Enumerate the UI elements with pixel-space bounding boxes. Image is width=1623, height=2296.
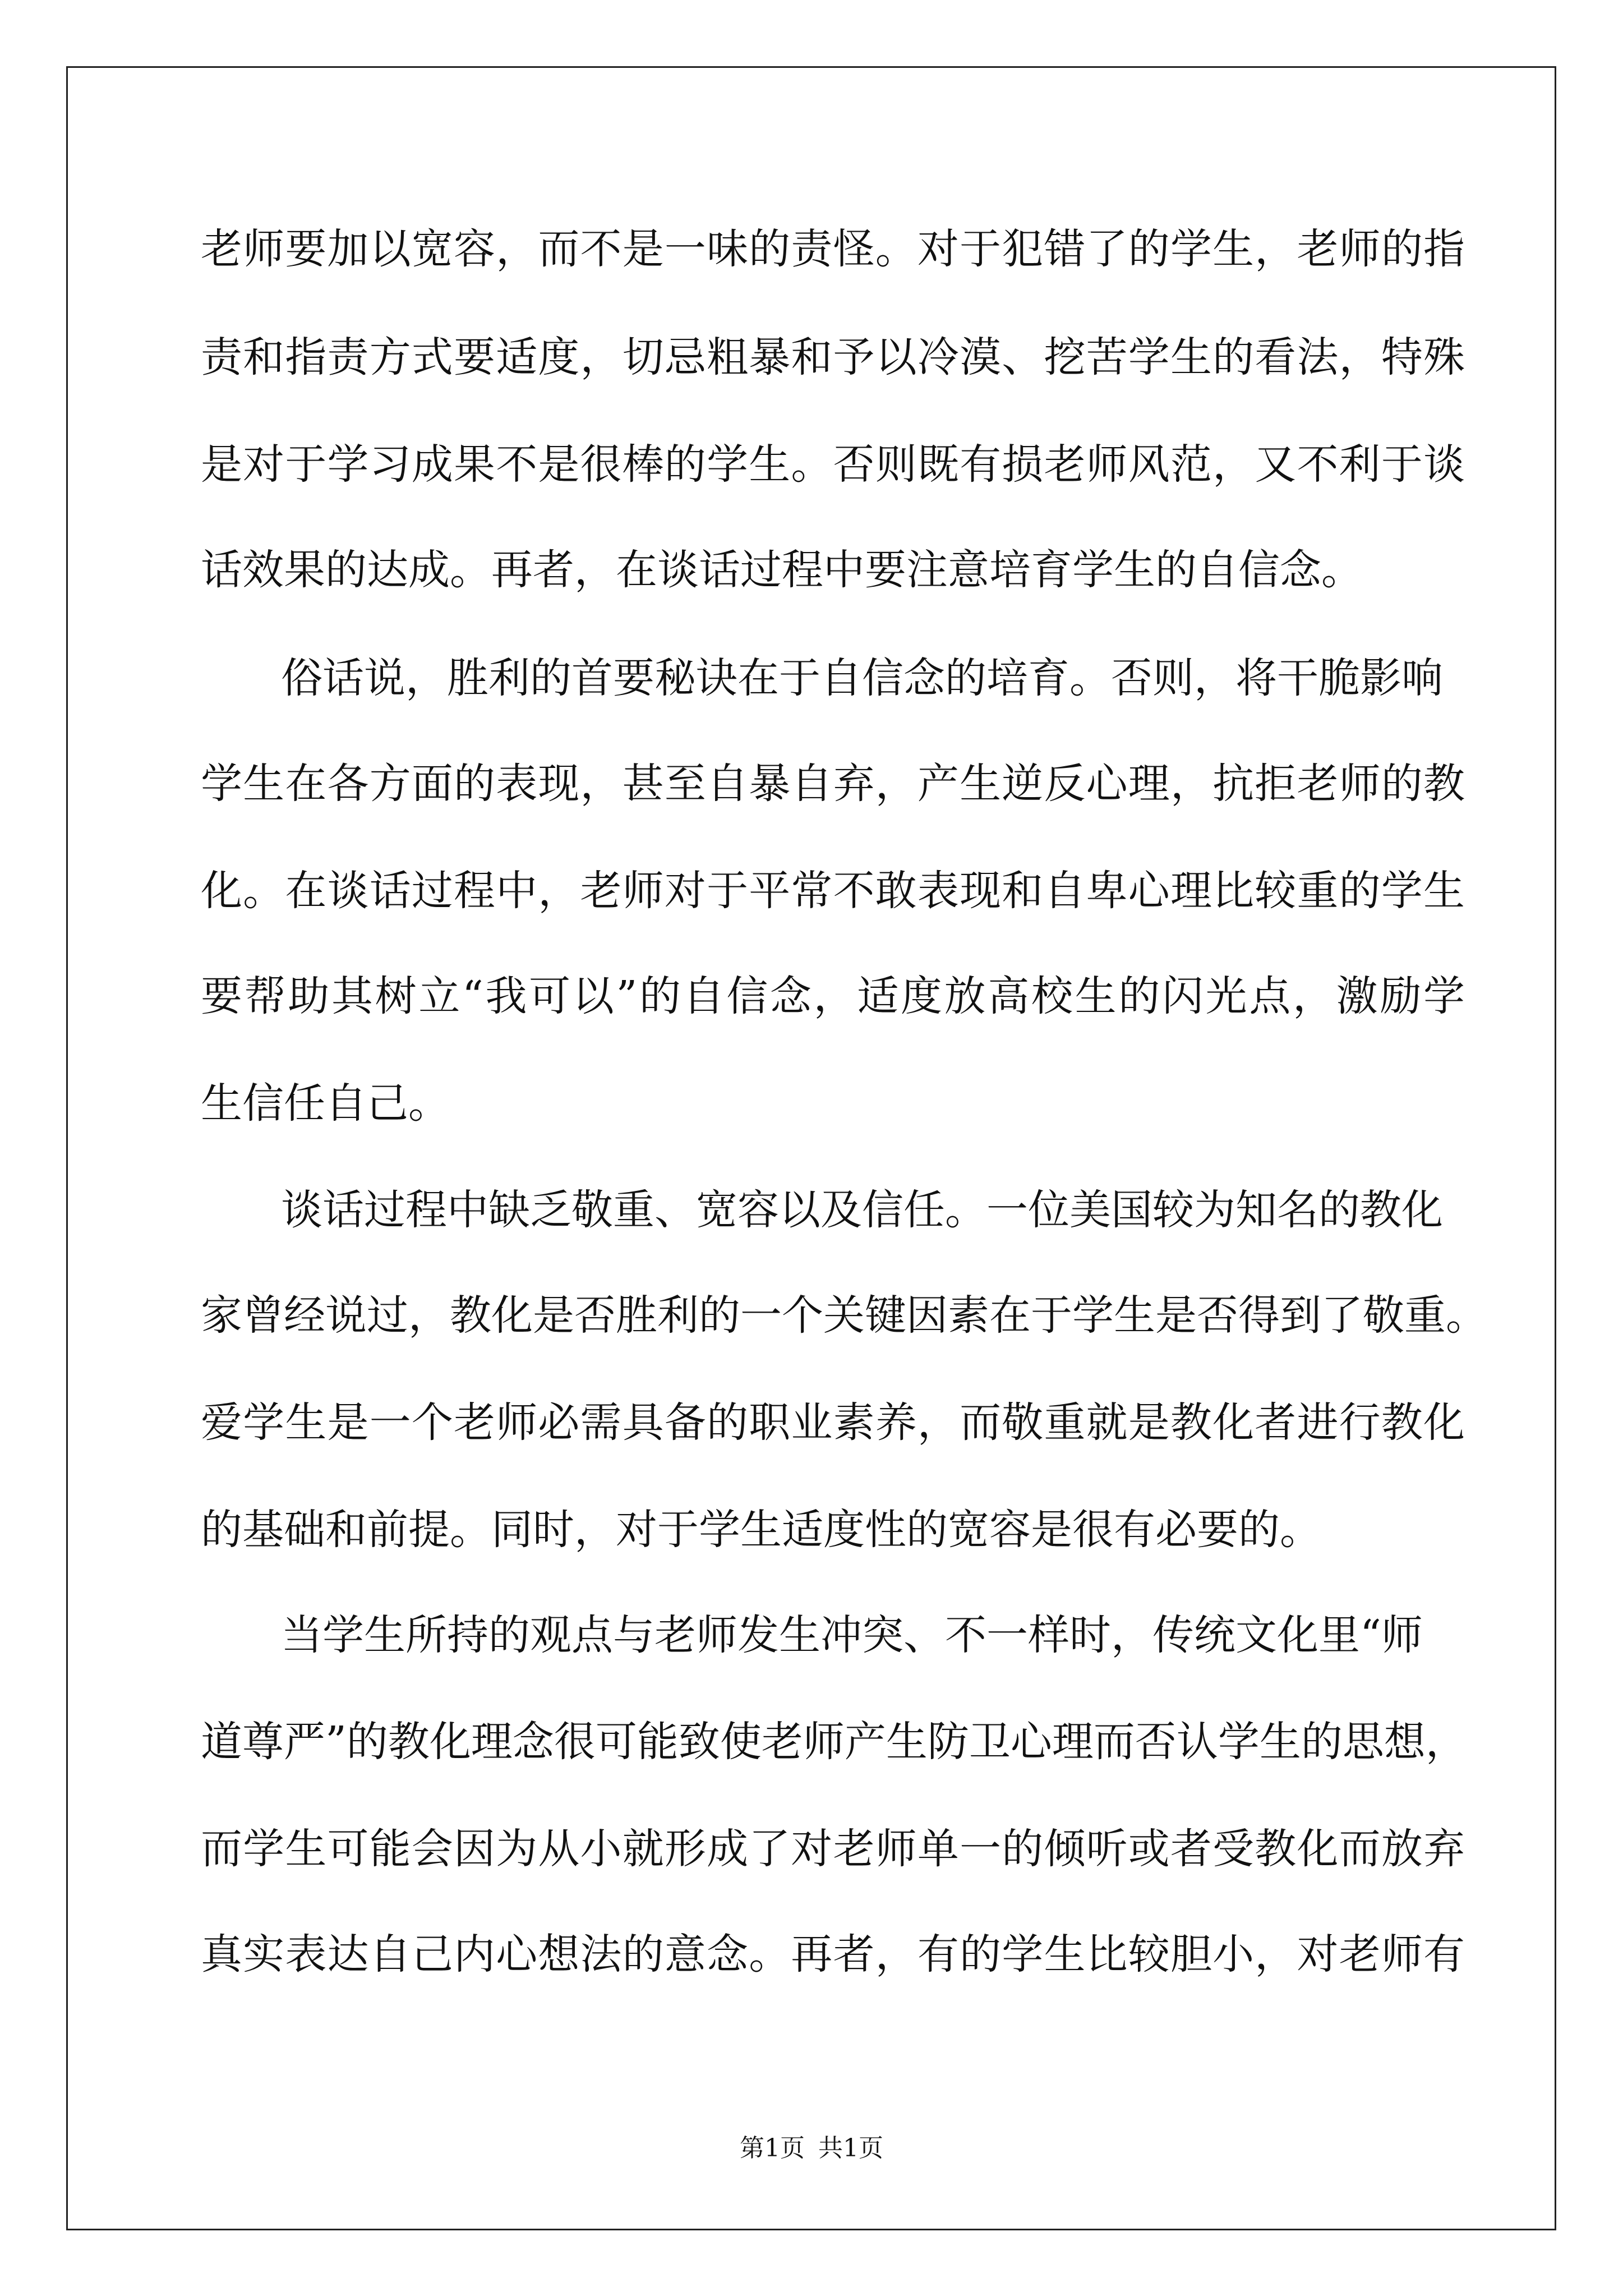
page-count: 共1页 [818,2134,883,2162]
text-line: 化。在谈话过程中，老师对于平常不敢表现和自卑心理比较重的学生 [201,867,1465,915]
text-line: 道尊严”的教化理念很可能致使老师产生防卫心理而否认学生的思想， [201,1718,1467,1766]
text-line: 生信任自己。 [201,1079,450,1128]
text-line: 话效果的达成。再者，在谈话过程中要注意培育学生的自信念。 [201,546,1363,594]
text-line: 责和指责方式要适度，切忌粗暴和予以冷漠、挖苦学生的看法，特殊 [201,333,1465,381]
text-line: 是对于学习成果不是很棒的学生。否则既有损老师风范，又不利于谈 [201,440,1465,489]
page-border [66,66,1556,2230]
text-line: 老师要加以宽容，而不是一味的责怪。对于犯错了的学生，老师的指 [201,225,1465,273]
text-line: 真实表达自己内心想法的意念。再者，有的学生比较胆小，对老师有 [201,1930,1465,1978]
text-line: 谈话过程中缺乏敬重、宽容以及信任。一位美国较为知名的教化 [281,1186,1443,1234]
text-line: 家曾经说过，教化是否胜利的一个关键因素在于学生是否得到了敬重。 [201,1291,1487,1340]
text-line: 学生在各方面的表现，甚至自暴自弃，产生逆反心理，抗拒老师的教 [201,760,1465,808]
text-line: 要帮助其树立“我可以”的自信念，适度放高校生的闪光点，激励学 [201,972,1465,1020]
page-number: 第1页 [740,2134,805,2162]
text-line: 爱学生是一个老师必需具备的职业素养，而敬重就是教化者进行教化 [201,1398,1465,1447]
text-line: 而学生可能会因为从小就形成了对老师单一的倾听或者受教化而放弃 [201,1825,1465,1873]
text-line: 当学生所持的观点与老师发生冲突、不一样时，传统文化里“师 [281,1611,1423,1659]
page-footer [0,2132,1623,2165]
text-line: 俗话说，胜利的首要秘诀在于自信念的培育。否则，将干脆影响 [281,654,1443,702]
text-line: 的基础和前提。同时，对于学生适度性的宽容是很有必要的。 [201,1506,1321,1554]
